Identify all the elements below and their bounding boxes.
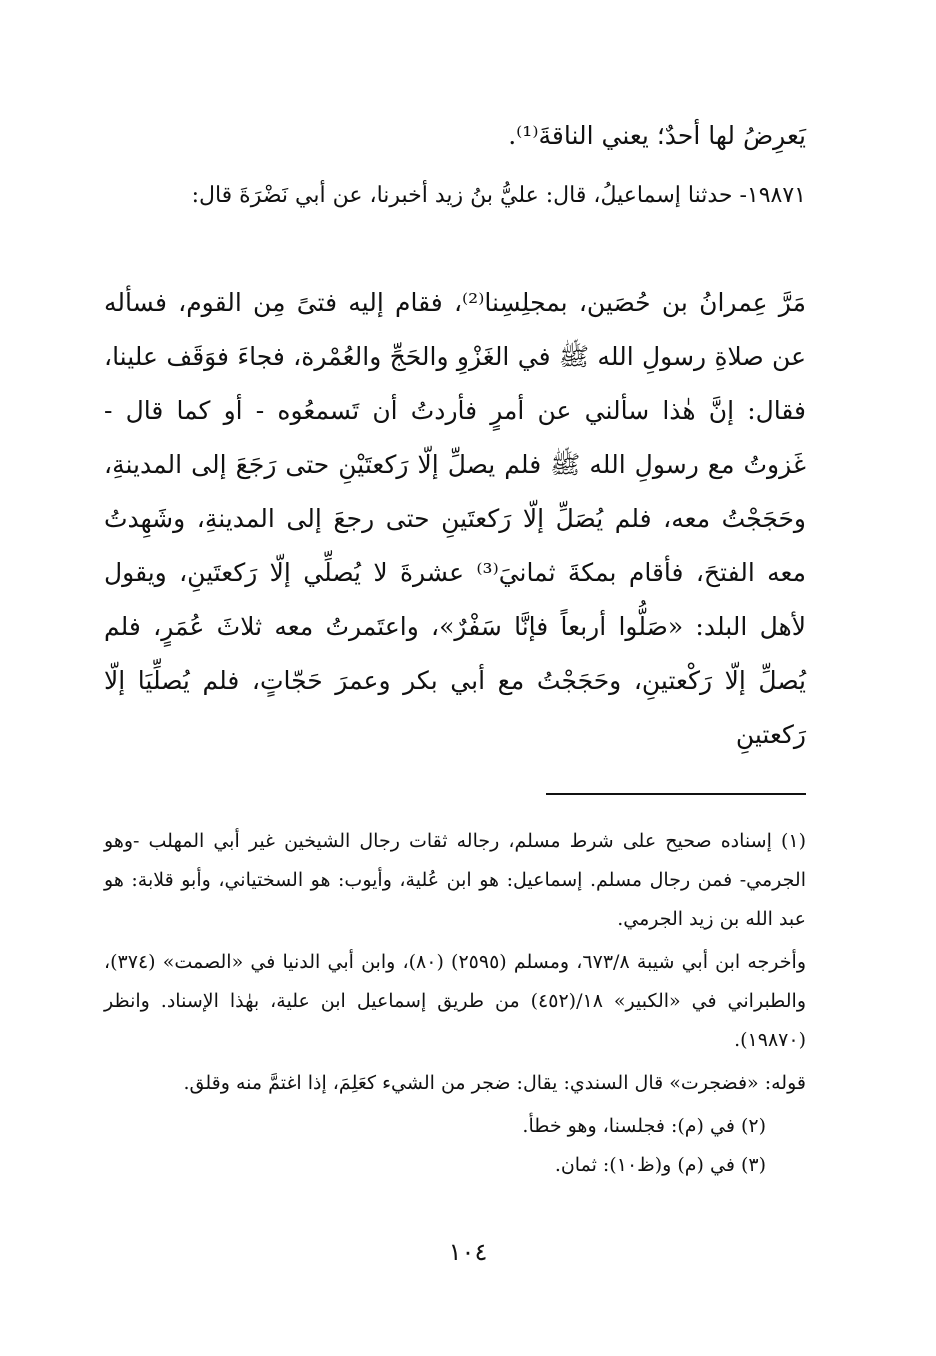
hadith-matn: مَرَّ عِمرانُ بن حُصَين، بمجلِسِنا⁽²⁾، فقام إليه فتىً مِن القوم، فسأله عن صلاةِ رسولِ الله ﷺ في الغَزْوِ والحَجِّ والعُمْرة، فجاءَ فوَقَف علينا، فقال: إنَّ هٰذا سألني عن أمرٍ فأردتُ أن تَسمعُوه - أو كما قال - غَزوتُ مع رسولِ الله ﷺ فلم يصلِّ إلّا رَكعتَيْنِ حتى رَجَعَ إلى المدينةِ، وحَجَجْتُ معه، فلم يُصَلِّ إلّا رَكعتَينِ حتى رجعَ إلى المدينةِ، وشَهِدتُ معه الفتحَ، فأقام بمكةَ ثمانيَ⁽³⁾ عشرةَ لا يُصلِّي إلّا رَكعتَينِ، ويقول لأهل البلد: «صَلُّوا أربعاً فإنَّا سَفْرٌ»، واعتَمرتُ معه ثلاثَ عُمَرٍ، فلم يُصلِّ إلّا رَكْعتينِ، وحَجَجْتُ مع أبي بكر وعمرَ حَجّاتٍ، فلم يُصلِّيَا إلّا رَكعتينِ: [104, 288, 806, 749]
footnote-2: (٢) في (م): فجلسنا، وهو خطأ.: [522, 1115, 766, 1137]
hadith-isnad: ١٩٨٧١- حدثنا إسماعيلُ، قال: عليُّ بنُ زيد أخبرنا، عن أبي نَضْرَةَ قال:: [191, 183, 806, 208]
footnote-3: (٣) في (م) و(ظ١٠): ثمان.: [554, 1154, 766, 1176]
page-number: ١٠٤: [448, 1238, 488, 1266]
footnotes-section: [104, 822, 806, 1185]
footnote-1-paragraph-2: وأخرجه ابن أبي شيبة ٦٧٣/٨، ومسلم (٢٥٩٥) (٨٠)، وابن أبي الدنيا في «الصمت» (٣٧٤)، والطبراني في «الكبير» ١٨/(٤٥٢) من طريق إسماعيل ابن علية، بهٰذا الإسناد. وانظر (١٩٨٧٠).: [104, 951, 807, 1051]
footnote-1-paragraph-3: قوله: «فضجرت» قال السندي: يقال: ضجر من الشيء كعَلِمَ، إذا اغتمَّ منه وقلق.: [183, 1072, 806, 1094]
continuation-line: يَعرِضُ لها أحدٌ؛ يعني الناقةَ⁽¹⁾.: [508, 121, 806, 150]
footnote-separator: [546, 793, 806, 795]
footnote-1-paragraph-1: (١) إسناده صحيح على شرط مسلم، رجاله ثقات رجال الشيخين غير أبي المهلب -وهو الجرمي- فمن رجال مسلم. إسماعيل: هو ابن عُلية، وأيوب: هو السختياني، وأبو قلابة: هو عبد الله بن زيد الجرمي.: [104, 830, 806, 930]
